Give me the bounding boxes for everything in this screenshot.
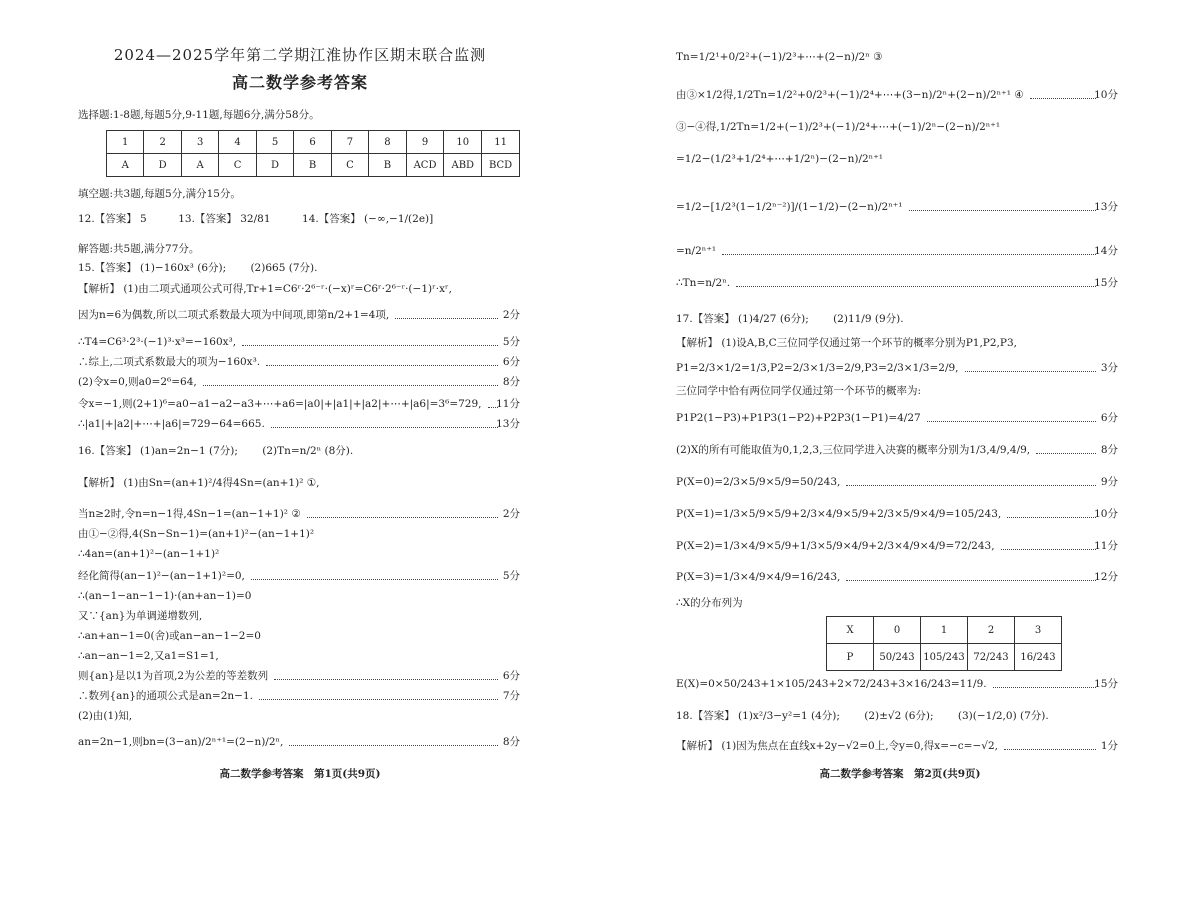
solution-line [676, 244, 1118, 258]
leader-dots [846, 485, 1096, 486]
solution-text: ③−④得,1/2Tn=1/2+(−1)/2³+(−1)/2⁴+⋯+(−1)/2ⁿ−(2−n)/2ⁿ⁺¹ [676, 121, 1001, 133]
leader-dots [251, 579, 498, 580]
solution-text: 当n≥2时,令n=n−1得,4Sn−1=(an−1+1)² ② [78, 508, 301, 520]
q-answer: A [107, 154, 144, 177]
dist-prob-cell: 105/243 [921, 644, 968, 671]
dist-prob-row [827, 644, 1062, 671]
leader-dots [1004, 749, 1096, 750]
solution-line [78, 397, 520, 411]
score-mark: 10分 [1094, 89, 1118, 101]
solution-line [676, 596, 1118, 610]
solution-text: ∴an−an−1=2,又a1=S1=1, [78, 650, 219, 662]
solution-line [676, 88, 1118, 102]
score-mark: 6分 [1100, 412, 1118, 424]
score-mark: 11分 [496, 398, 520, 410]
answer-letters-row [107, 154, 520, 177]
solution-line [676, 739, 1118, 753]
score-mark: 13分 [1094, 201, 1118, 213]
leader-dots [965, 371, 1096, 372]
score-mark: 7分 [502, 690, 520, 702]
dist-head-cell: 3 [1015, 617, 1062, 644]
score-mark: 15分 [1094, 678, 1118, 690]
page-2-footer: 高二数学参考答案 第2页(共9页) [819, 768, 981, 780]
solution-line [78, 375, 520, 389]
q-answer: ACD [406, 154, 444, 177]
solution-text: 则{an}是以1为首项,2为公差的等差数列 [78, 670, 269, 682]
solution-line [676, 384, 1118, 398]
solution-line [676, 570, 1118, 584]
leader-dots [1030, 98, 1096, 99]
leader-dots [846, 580, 1096, 581]
solution-line [676, 475, 1118, 489]
score-mark: 5分 [502, 570, 520, 582]
solution-line [676, 443, 1118, 457]
solution-line [676, 361, 1118, 375]
leader-dots [722, 254, 1096, 255]
solution-text: an=2n−1,则bn=(3−an)/2ⁿ⁺¹=(2−n)/2ⁿ, [78, 736, 284, 748]
solution-line [676, 200, 1118, 214]
leader-dots [266, 365, 498, 366]
solution-line [78, 282, 520, 296]
solution-line [676, 276, 1118, 290]
solution-text: ∴X的分布列为 [676, 597, 743, 609]
solution-text: E(X)=0×50/243+1×105/243+2×72/243+3×16/243=11/9. [676, 678, 987, 690]
q-num: 5 [256, 131, 293, 154]
leader-dots [203, 385, 498, 386]
q-answer: C [331, 154, 368, 177]
solution-line [78, 709, 520, 723]
solution-text: ∴|a1|+|a2|+⋯+|a6|=729−64=665. [78, 418, 265, 430]
solution-text: ∴数列{an}的通项公式是an=2n−1. [78, 690, 253, 702]
solution-text: 16.【答案】 (1)an=2n−1 (7分); (2)Tn=n/2ⁿ (8分). [78, 445, 354, 457]
solution-text: 【解析】 (1)由二项式通项公式可得,Tr+1=C6ʳ·2⁶⁻ʳ·(−x)ʳ=C6ʳ·2⁶⁻ʳ·(−1)ʳ·xʳ, [78, 283, 452, 295]
leader-dots [1001, 549, 1096, 550]
solution-line [78, 569, 520, 583]
solution-text: (2)由(1)知, [78, 710, 133, 722]
q-num: 7 [331, 131, 368, 154]
solution-line [78, 335, 520, 349]
solution-line [78, 547, 520, 561]
dist-prob-cell: 72/243 [968, 644, 1015, 671]
score-mark: 6分 [502, 670, 520, 682]
dist-head-cell: 1 [921, 617, 968, 644]
solution-line [676, 312, 1118, 326]
solution-text: ∴T4=C6³·2³·(−1)³·x³=−160x³, [78, 336, 237, 348]
solution-text: P(X=1)=1/3×5/9×5/9+2/3×4/9×5/9+2/3×5/9×4/9=105/243, [676, 508, 1002, 520]
score-mark: 11分 [1094, 540, 1118, 552]
solution-text: P1P2(1−P3)+P1P3(1−P2)+P2P3(1−P1)=4/27 [676, 412, 921, 424]
dist-prob-cell: 16/243 [1015, 644, 1062, 671]
solution-text: =1/2−[1/2³(1−1/2ⁿ⁻²)]/(1−1/2)−(2−n)/2ⁿ⁺¹ [676, 201, 903, 213]
solve-header: 解答题:共5题,满分77分。 [78, 243, 200, 255]
leader-dots [259, 699, 498, 700]
fill-answers: 12.【答案】 5 13.【答案】 32/81 14.【答案】 (−∞,−1/(2e)] [78, 213, 434, 225]
solution-line [676, 539, 1118, 553]
q-num: 6 [294, 131, 331, 154]
solution-line [78, 417, 520, 431]
leader-dots [242, 345, 498, 346]
q-answer: B [294, 154, 331, 177]
solution-line [676, 411, 1118, 425]
solution-text: P(X=3)=1/3×4/9×4/9=16/243, [676, 571, 841, 583]
page-1-footer: 高二数学参考答案 第1页(共9页) [219, 768, 381, 780]
leader-dots [395, 318, 498, 319]
solution-text: ∴Tn=n/2ⁿ. [676, 277, 731, 289]
solution-text: 【解析】 (1)因为焦点在直线x+2y−√2=0上,令y=0,得x=−c=−√2, [676, 740, 998, 752]
exam-title: 2024—2025学年第二学期江淮协作区期末联合监测 [113, 46, 487, 64]
solution-line [78, 669, 520, 683]
score-mark: 2分 [502, 508, 520, 520]
solution-text: (2)令x=0,则a0=2⁶=64, [78, 376, 197, 388]
solution-text: (2)X的所有可能取值为0,1,2,3,三位同学进入决赛的概率分别为1/3,4/9,4/9, [676, 444, 1031, 456]
solution-text: 15.【答案】 (1)−160x³ (6分); (2)665 (7分). [78, 262, 318, 274]
q-answer: A [181, 154, 218, 177]
fill-header: 填空题:共3题,每题5分,满分15分。 [78, 188, 241, 200]
solution-text: ∴综上,二项式系数最大的项为−160x³. [78, 356, 261, 368]
solution-text: 由③×1/2得,1/2Tn=1/2²+0/2³+(−1)/2⁴+⋯+(3−n)/2ⁿ+(2−n)/2ⁿ⁺¹ ④ [676, 89, 1024, 101]
q-answer: D [256, 154, 293, 177]
score-mark: 8分 [1100, 444, 1118, 456]
solution-line [676, 50, 1118, 64]
solution-line [676, 120, 1118, 134]
solution-text: 因为n=6为偶数,所以二项式系数最大项为中间项,即第n/2+1=4项, [78, 309, 390, 321]
score-mark: 6分 [502, 356, 520, 368]
solution-text: ∴4an=(an+1)²−(an−1+1)² [78, 548, 220, 560]
score-mark: 8分 [502, 376, 520, 388]
solution-text: 由①−②得,4(Sn−Sn−1)=(an+1)²−(an−1+1)² [78, 528, 315, 540]
q-num: 11 [482, 131, 520, 154]
score-mark: 8分 [502, 736, 520, 748]
score-mark: 14分 [1094, 245, 1118, 257]
distribution-table [826, 616, 1062, 671]
leader-dots [1036, 453, 1096, 454]
solution-line [78, 261, 520, 275]
score-mark: 15分 [1094, 277, 1118, 289]
solution-line [78, 629, 520, 643]
solution-text: ∴(an−1−an−1−1)·(an+an−1)=0 [78, 590, 252, 602]
score-mark: 1分 [1100, 740, 1118, 752]
q-answer: D [144, 154, 181, 177]
solution-text: Tn=1/2¹+0/2²+(−1)/2³+⋯+(2−n)/2ⁿ ③ [676, 51, 883, 63]
solution-text: 令x=−1,则(2+1)⁶=a0−a1−a2−a3+⋯+a6=|a0|+|a1|+|a2|+⋯+|a6|=3⁶=729, [78, 398, 482, 410]
solution-text: 【解析】 (1)由Sn=(an+1)²/4得4Sn=(an+1)² ①, [78, 477, 320, 489]
page-2 [600, 0, 1200, 922]
leader-dots [909, 210, 1096, 211]
dist-head-cell: 2 [968, 617, 1015, 644]
score-mark: 13分 [496, 418, 520, 430]
q-answer: BCD [482, 154, 520, 177]
doc-title: 高二数学参考答案 [231, 73, 368, 92]
dist-prob-cell: P [827, 644, 874, 671]
leader-dots [993, 687, 1096, 688]
choice-header: 选择题:1-8题,每题5分,9-11题,每题6分,满分58分。 [78, 109, 320, 121]
leader-dots [289, 745, 498, 746]
leader-dots [1007, 517, 1096, 518]
solution-text: 【解析】 (1)设A,B,C三位同学仅通过第一个环节的概率分别为P1,P2,P3, [676, 337, 1017, 349]
solution-text: 17.【答案】 (1)4/27 (6分); (2)11/9 (9分). [676, 313, 904, 325]
solution-line [676, 507, 1118, 521]
q-num: 9 [406, 131, 444, 154]
score-mark: 2分 [502, 309, 520, 321]
score-mark: 9分 [1100, 476, 1118, 488]
solution-text: 18.【答案】 (1)x²/3−y²=1 (4分); (2)±√2 (6分); (3)(−1/2,0) (7分). [676, 710, 1049, 722]
dist-head-cell: X [827, 617, 874, 644]
solution-line [78, 609, 520, 623]
solution-text: 三位同学中恰有两位同学仅通过第一个环节的概率为: [676, 385, 922, 397]
solution-text: P(X=0)=2/3×5/9×5/9=50/243, [676, 476, 841, 488]
solution-text: P(X=2)=1/3×4/9×5/9+1/3×5/9×4/9+2/3×4/9×4/9=72/243, [676, 540, 995, 552]
solution-text: 经化简得(an−1)²−(an−1+1)²=0, [78, 570, 245, 582]
solution-text: =1/2−(1/2³+1/2⁴+⋯+1/2ⁿ)−(2−n)/2ⁿ⁺¹ [676, 153, 883, 165]
q-answer: B [369, 154, 406, 177]
solution-line [78, 444, 520, 458]
q-answer: C [219, 154, 256, 177]
leader-dots [271, 427, 498, 428]
q-num: 10 [444, 131, 482, 154]
solution-line [676, 677, 1118, 691]
dist-head-row [827, 617, 1062, 644]
dist-prob-cell: 50/243 [874, 644, 921, 671]
solution-line [676, 336, 1118, 350]
leader-dots [927, 421, 1096, 422]
solution-text: =n/2ⁿ⁺¹ [676, 245, 717, 257]
solution-line [78, 735, 520, 749]
solution-line [676, 709, 1118, 723]
solution-text: ∴an+an−1=0(舍)或an−an−1−2=0 [78, 630, 261, 642]
answer-table [106, 130, 520, 177]
q-num: 8 [369, 131, 406, 154]
solution-line [78, 476, 520, 490]
solution-line [78, 507, 520, 521]
solution-line [676, 152, 1118, 166]
score-mark: 10分 [1094, 508, 1118, 520]
q-num: 4 [219, 131, 256, 154]
q-num: 1 [107, 131, 144, 154]
leader-dots [736, 286, 1096, 287]
solution-line [78, 649, 520, 663]
solution-line [78, 355, 520, 369]
q-num: 3 [181, 131, 218, 154]
q-num: 2 [144, 131, 181, 154]
answer-numbers-row [107, 131, 520, 154]
solution-line [78, 589, 520, 603]
q-answer: ABD [444, 154, 482, 177]
solution-line [78, 527, 520, 541]
solution-line [78, 308, 520, 322]
leader-dots [307, 517, 498, 518]
score-mark: 5分 [502, 336, 520, 348]
solution-line [78, 689, 520, 703]
score-mark: 3分 [1100, 362, 1118, 374]
leader-dots [274, 679, 498, 680]
dist-head-cell: 0 [874, 617, 921, 644]
solution-text: 又∵{an}为单调递增数列, [78, 610, 203, 622]
solution-text: P1=2/3×1/2=1/3,P2=2/3×1/3=2/9,P3=2/3×1/3=2/9, [676, 362, 959, 374]
score-mark: 12分 [1094, 571, 1118, 583]
